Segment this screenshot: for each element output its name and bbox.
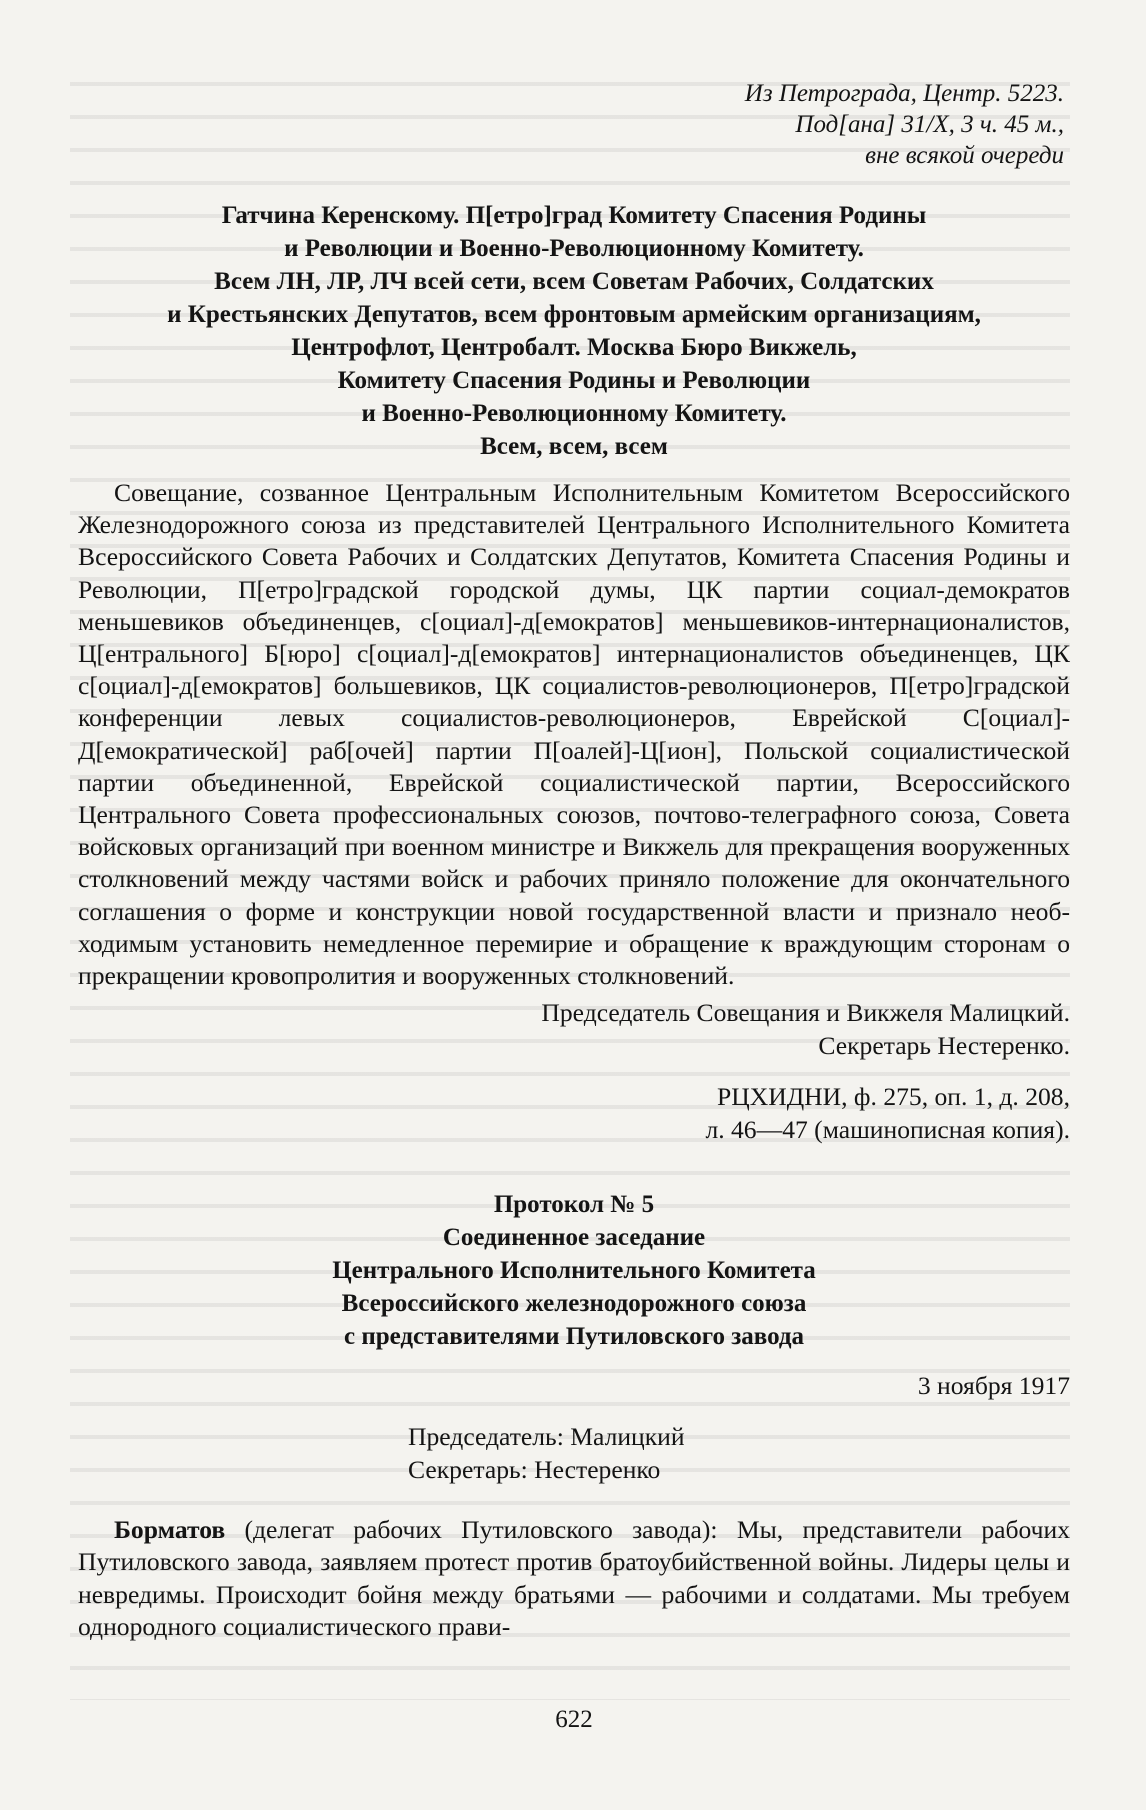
protocol-title: Протокол № 5 [493, 1191, 655, 1219]
address-line: и Революции и Военно-Революционному Комитету. [284, 235, 864, 262]
address-line: Центрофлот, Центробалт. Москва Бюро Викжель, [291, 334, 857, 361]
protocol-roles [408, 1420, 1070, 1486]
signatures [78, 996, 1070, 1062]
protocol-date: 3 ноября 1917 [917, 1371, 1070, 1401]
telegram-address [78, 199, 1070, 463]
header-origin: Из Петрограда, Центр. 5223. [744, 80, 1064, 107]
address-line: Всем ЛН, ЛР, ЛЧ всей сети, всем Советам Рабочих, Солдатских [214, 268, 934, 295]
address-line: и Крестьянских Депутатов, всем фронтовым армейским организациям, [167, 301, 981, 328]
archive-reference [78, 1080, 1070, 1146]
speech-text: (делегат рабочих Путиловского завода): Мы, представители рабочих Путиловского завода, заявляем протест против братоубийственной войны. Лидеры целы и невредимы. Происходит бойня между братьями — рабочими и солдатами. Мы требуем однородного социалистического прави- [78, 1515, 1070, 1641]
address-line: Всем, всем, всем [480, 433, 668, 460]
signature-secretary: Секретарь Нестеренко. [818, 1031, 1070, 1061]
address-line: Гатчина Керенскому. П[етро]град Комитету Спасения Родины [221, 202, 927, 229]
page-number: 622 [555, 1706, 593, 1733]
signature-chair: Председатель Совещания и Викжеля Малицкий. [541, 998, 1070, 1028]
protocol-secretary: Секретарь: Нестеренко [408, 1455, 661, 1485]
protocol-heading [78, 1188, 1070, 1353]
document-page [78, 78, 1070, 1778]
header-priority: вне всякой очереди [865, 142, 1064, 169]
header-time: Под[ана] 31/X, 3 ч. 45 м., [795, 111, 1064, 138]
protocol-subtitle-line: Центрального Исполнительного Комитета [332, 1257, 816, 1285]
telegram-header [78, 78, 1064, 171]
protocol-subtitle-line: Всероссийского железнодорожного союза [341, 1290, 807, 1318]
protocol-subtitle-line: с представителями Путиловского завода [343, 1323, 805, 1351]
archive-line: РЦХИДНИ, ф. 275, оп. 1, д. 208, [717, 1082, 1070, 1112]
telegram-body: Совещание, созванное Центральным Исполнительным Комитетом Всероссийского Железнодорожного союза из представителей Центрального Исполнительного Комитета Всероссийского Совета Рабочих и Солдатских Депутатов, Комитета Спасения Родины и Революции, П[етро]градской городской думы, ЦК партии социал-демократов меньшевиков объединенцев, с[оциал]-д[емократов] меньшевиков-интернационалистов, Ц[ентрального] Б[юро] с[оциал]-д[емократов] интернационалистов объединенцев, ЦК с[оциал]-д[емократов] большевиков, ЦК социалистов-революционеров, П[етро]градской конференции левых социалистов-революционеров, Еврейской С[оциал]-Д[емократической] раб[очей] партии П[оалей]-Ц[ион], Польской социалистической партии объединенной, Еврейской социалистической партии, Всероссийского Центрального Совета профессиональных союзов, почтово-телеграфного союза, Совета войсковых организаций при военном министре и Викжель для прекращения вооруженных столкновений между частями войск и рабочих приняло положение для окончательного соглашения о форме и конструкции новой государственной власти и признало необходимым установить немедленное перемирие и обращение к враждующим сторонам о прекращении кровопролития и вооруженных столкновений. [78, 478, 1070, 991]
protocol-chair: Председатель: Малицкий [408, 1422, 685, 1452]
speech-paragraph [78, 1514, 1070, 1643]
address-line: и Военно-Революционному Комитету. [361, 400, 787, 427]
speaker-name: Борматов [114, 1515, 226, 1545]
address-line: Комитету Спасения Родины и Революции [337, 367, 811, 394]
protocol-subtitle-line: Соединенное заседание [442, 1224, 706, 1252]
archive-line: л. 46—47 (машинописная копия). [705, 1115, 1070, 1145]
